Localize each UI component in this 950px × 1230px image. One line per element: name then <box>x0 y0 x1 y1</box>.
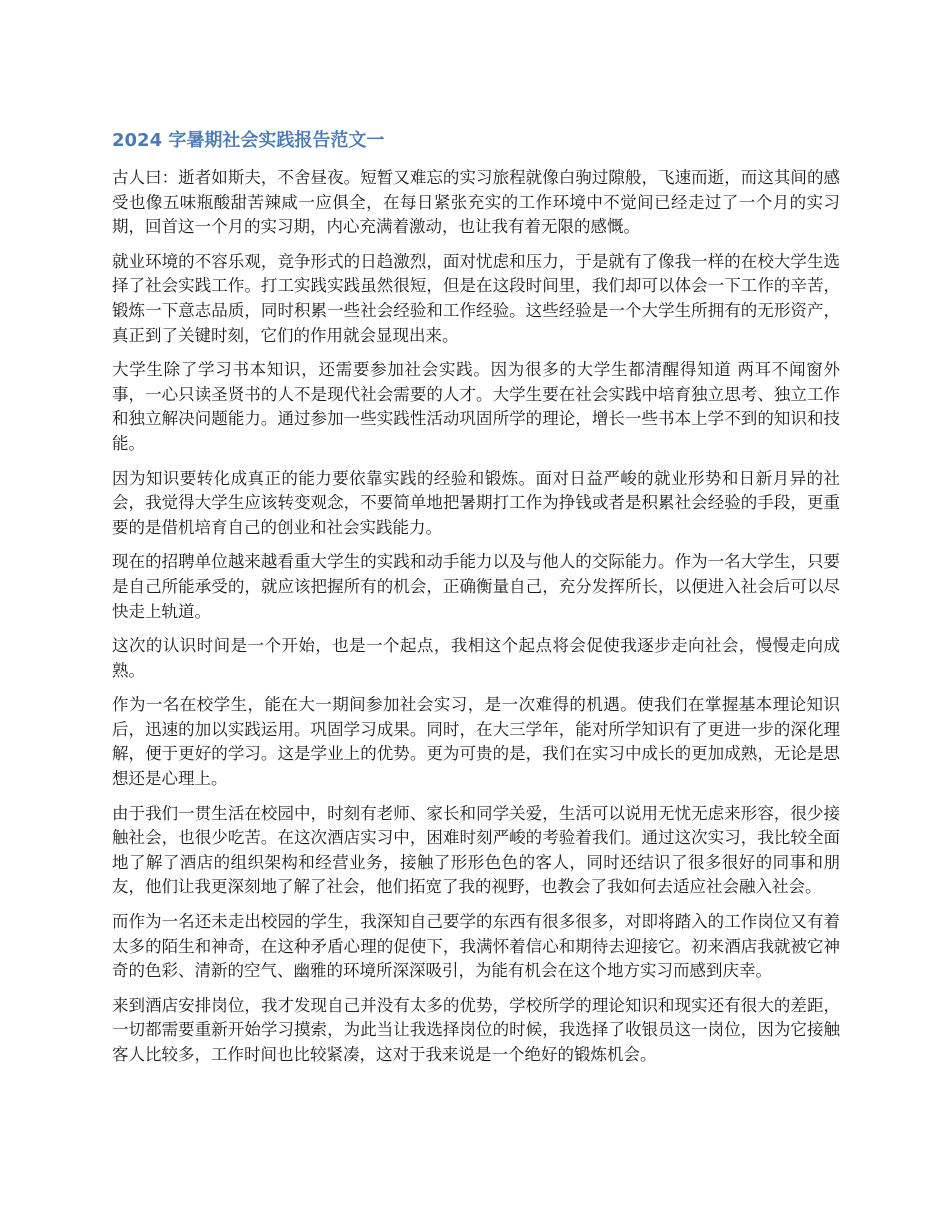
paragraph: 来到酒店安排岗位，我才发现自己并没有太多的优势，学校所学的理论知识和现实还有很大的差距，一切都需要重新开始学习摸索，为此当让我选择岗位的时候，我选择了收银员这一岗位，因为它接触客人比较多，工作时间也比较紧凑，这对于我来说是一个绝好的锻炼机会。 <box>112 995 840 1064</box>
document-title: 2024 字暑期社会实践报告范文一 <box>112 130 385 151</box>
paragraph: 现在的招聘单位越来越看重大学生的实践和动手能力以及与他人的交际能力。作为一名大学生，只要是自己所能承受的，就应该把握所有的机会，正确衡量自己，充分发挥所长，以便进入社会后可以尽快走上轨道。 <box>112 552 840 621</box>
paragraph: 而作为一名还未走出校园的学生，我深知自己要学的东西有很多很多，对即将踏入的工作岗位又有着太多的陌生和神奇，在这种矛盾心理的促使下，我满怀着信心和期待去迎接它。初来酒店我就被它神奇的色彩、清新的空气、幽雅的环境所深深吸引，为能有机会在这个地方实习而感到庆幸。 <box>112 912 840 981</box>
paragraph: 由于我们一贯生活在校园中，时刻有老师、家长和同学关爱，生活可以说用无忧无虑来形容，很少接触社会，也很少吃苦。在这次酒店实习中，困难时刻严峻的考验着我们。通过这次实习，我比较全面地了解了酒店的组织架构和经营业务，接触了形形色色的客人，同时还结识了很多很好的同事和朋友，他们让我更深刻地了解了社会，他们拓宽了我的视野，也教会了我如何去适应社会融入社会。 <box>112 803 840 897</box>
paragraph: 大学生除了学习书本知识，还需要参加社会实践。因为很多的大学生都清醒得知道 两耳不闻窗外事，一心只读圣贤书的人不是现代社会需要的人才。大学生要在社会实践中培育独立思考、独立工作和独立解决问题能力。通过参加一些实践性活动巩固所学的理论，增长一些书本上学不到的知识和技能。 <box>112 360 840 453</box>
paragraph: 这次的认识时间是一个开始，也是一个起点，我相这个起点将会促使我逐步走向社会，慢慢走向成熟。 <box>112 636 840 680</box>
paragraph: 因为知识要转化成真正的能力要依靠实践的经验和锻炼。面对日益严峻的就业形势和日新月异的社会，我觉得大学生应该转变观念，不要简单地把暑期打工作为挣钱或者是积累社会经验的手段，更重要的是借机培育自己的创业和社会实践能力。 <box>112 468 840 537</box>
document-page <box>112 128 840 1078</box>
paragraph: 作为一名在校学生，能在大一期间参加社会实习，是一次难得的机遇。使我们在掌握基本理论知识后，迅速的加以实践运用。巩固学习成果。同时，在大三学年，能对所学知识有了更进一步的深化理解，便于更好的学习。这是学业上的优势。更为可贵的是，我们在实习中成长的更加成熟，无论是思想还是心理上。 <box>112 695 840 789</box>
paragraph: 古人曰：逝者如斯夫，不舍昼夜。短暂又难忘的实习旅程就像白驹过隙般，飞速而逝，而这其间的感受也像五味瓶酸甜苦辣咸一应俱全，在每日紧张充实的工作环境中不觉间已经走过了一个月的实习期，回首这一个月的实习期，内心充满着激动，也让我有着无限的感慨。 <box>112 168 840 237</box>
paragraph: 就业环境的不容乐观，竞争形式的日趋激烈，面对忧虑和压力，于是就有了像我一样的在校大学生选择了社会实践工作。打工实践实践虽然很短，但是在这段时间里，我们却可以体会一下工作的辛苦，锻炼一下意志品质，同时积累一些社会经验和工作经验。这些经验是一个大学生所拥有的无形资产，真正到了关键时刻，它们的作用就会显现出来。 <box>112 251 840 345</box>
